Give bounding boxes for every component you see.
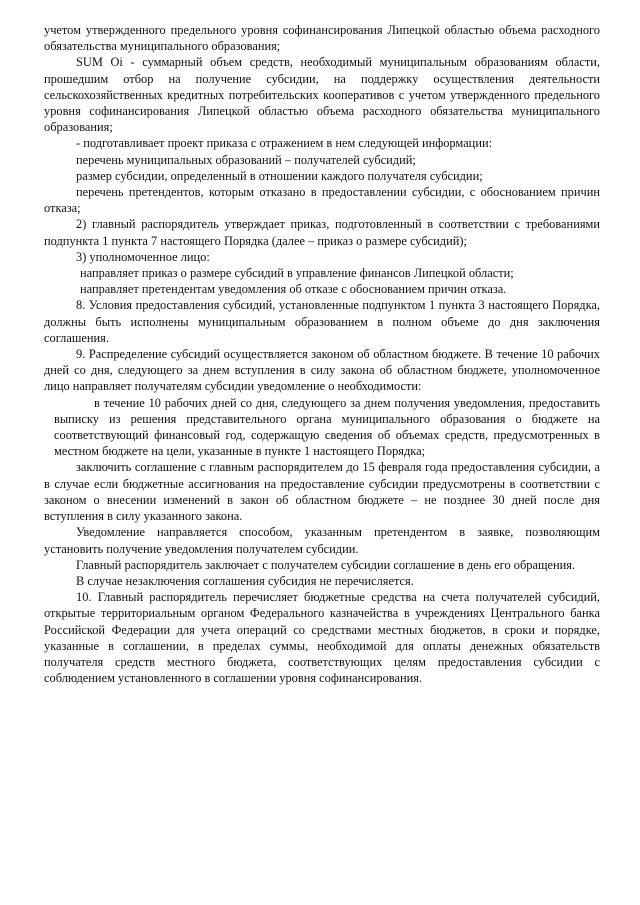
paragraph-p12: 9. Распределение субсидий осуществляется законом об областном бюджете. В течение 10 рабочих дней со дня, следующего за днем вступления в силу закона об областном бюджете, уполномоченное лицо направляет получателям субсидии уведомление о необходимости: bbox=[44, 347, 600, 394]
paragraph-p11: 8. Условия предоставления субсидий, установленные подпунктом 1 пункта 3 настоящего Порядка, должны быть исполнены муниципальным образованием в полном объеме до дня заключения соглашения. bbox=[44, 298, 600, 345]
paragraph-p02: SUM Oi - суммарный объем средств, необходимый муниципальным образованиям области, прошедшим отбор на получение субсидии, на поддержку осуществления деятельности сельскохозяйственных кредитных потребительских кооперативов с учетом утвержденного предельного уровня софинансирования Липецкой областью объема расходного обязательства муниципального образования; bbox=[44, 55, 600, 135]
paragraph-p10: направляет претендентам уведомления об отказе с обоснованием причин отказа. bbox=[80, 282, 507, 297]
paragraph-p04: перечень муниципальных образований – получателей субсидий; bbox=[76, 152, 416, 167]
paragraph-p18: 10. Главный распорядитель перечисляет бюджетные средства на счета получателей субсидий, открытые территориальным органом Федерального казначейства в учреждениях Центрального банка Российской Федерации для учета операций со средствами местных бюджетов, в сроки и порядке, указанные в соглашении, в пределах суммы, необходимой для оплаты денежных обязательств получателя средств местного бюджета, соответствующих целям предоставления субсидии с соблюдением установленного в соглашении уровня софинансирования. bbox=[44, 590, 600, 686]
paragraph-p15: Уведомление направляется способом, указанным претендентом в заявке, позволяющим установить получение уведомления получателем субсидии. bbox=[44, 525, 600, 556]
paragraph-p13: в течение 10 рабочих дней со дня, следующего за днем получения уведомления, предоставить выписку из решения представительного органа муниципального образования о бюджете на соответствующий финансовый год, содержащую сведения об объемах средств, предусмотренных в местном бюджете на цели, указанные в пункте 1 настоящего Порядка; bbox=[54, 395, 600, 459]
paragraph-p06: перечень претендентов, которым отказано в предоставлении субсидии, с обоснованием причин отказа; bbox=[44, 185, 600, 216]
paragraph-p01: учетом утвержденного предельного уровня софинансирования Липецкой областью объема расходного обязательства муниципального образования; bbox=[44, 23, 600, 54]
paragraph-p17: В случае незаключения соглашения субсидия не перечисляется. bbox=[76, 573, 414, 588]
paragraph-p16: Главный распорядитель заключает с получателем субсидии соглашение в день его обращения. bbox=[76, 557, 576, 572]
paragraph-p03: - подготавливает проект приказа с отражением в нем следующей информации: bbox=[76, 136, 493, 151]
paragraph-p07: 2) главный распорядитель утверждает приказ, подготовленный в соответствии с требованиями подпункта 1 пункта 7 настоящего Порядка (далее – приказ о размере субсидий); bbox=[44, 217, 600, 248]
paragraph-p14: заключить соглашение с главным распорядителем до 15 февраля года предоставления субсидии, а в случае если бюджетные ассигнования на предоставление субсидии предусмотрены в соответствии с законом о внесении изменений в закон об областном бюджете – не позднее 30 дней после дня вступления в силу указанного закона. bbox=[44, 460, 600, 524]
document-page bbox=[44, 22, 600, 686]
paragraph-p08: 3) уполномоченное лицо: bbox=[76, 249, 210, 264]
paragraph-p05: размер субсидии, определенный в отношении каждого получателя субсидии; bbox=[76, 168, 483, 183]
paragraph-p09: направляет приказ о размере субсидий в управление финансов Липецкой области; bbox=[80, 266, 514, 281]
